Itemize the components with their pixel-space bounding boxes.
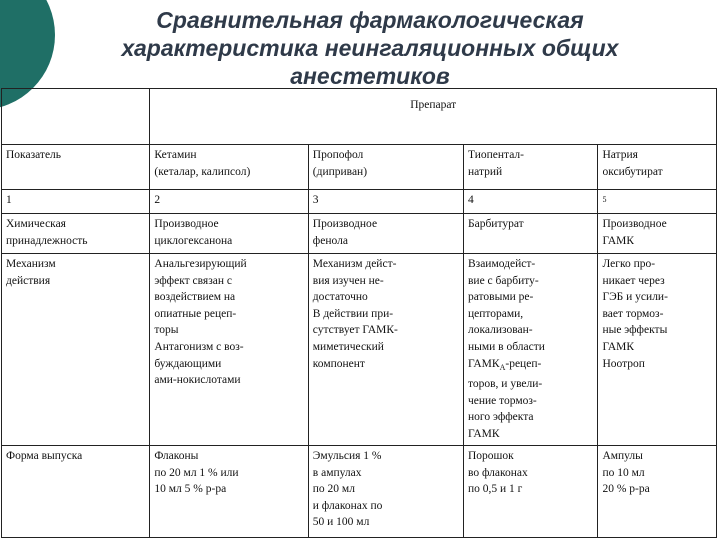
gaba-text: ГАМК bbox=[467, 357, 500, 370]
cell-line: воздействием на bbox=[154, 291, 236, 304]
column-header-row bbox=[2, 145, 717, 190]
cell-line: вие с барбиту- bbox=[467, 274, 539, 287]
cell-line-gaba-receptor bbox=[468, 356, 593, 377]
cell-line: вает тормоз- bbox=[602, 307, 664, 320]
cell-line: торы bbox=[154, 324, 179, 337]
cell-line: ами-нокислотами bbox=[154, 374, 241, 387]
cell-line: никает через bbox=[602, 274, 665, 287]
cell-line: 50 и 100 мл bbox=[312, 516, 370, 529]
row-label-chemistry bbox=[2, 214, 150, 254]
cell-chemistry-thiopental bbox=[463, 214, 597, 254]
cell-line: Производное bbox=[154, 218, 219, 230]
group-header-label: Препарат bbox=[410, 99, 457, 111]
cell-line: Производное bbox=[602, 218, 667, 230]
header-ketamine bbox=[150, 145, 308, 190]
cell-line: чение тормоз- bbox=[467, 394, 537, 407]
number-label: 3 bbox=[312, 194, 319, 206]
title-line-3: анестетиков bbox=[290, 63, 450, 89]
empty-corner-cell bbox=[2, 89, 150, 145]
cell-mechanism-ketamine bbox=[150, 254, 308, 446]
table-row-chemistry bbox=[2, 214, 717, 254]
cell-line: 20 % р-ра bbox=[602, 483, 650, 496]
cell-line: ратовыми ре- bbox=[467, 291, 534, 304]
number-cell bbox=[150, 190, 308, 214]
cell-line: сутствует ГАМК- bbox=[312, 324, 398, 337]
cell-mechanism-thiopental bbox=[463, 254, 597, 446]
cell-line: Форма выпуска bbox=[6, 450, 83, 462]
number-cell bbox=[2, 190, 150, 214]
cell-line: 10 мл 5 % р-ра bbox=[154, 483, 227, 496]
cell-line: цепторами, bbox=[467, 307, 524, 320]
number-label: 5 bbox=[602, 195, 607, 204]
cell-line: Барбитурат bbox=[467, 218, 524, 230]
cell-line: Анальгезирующий bbox=[154, 258, 247, 270]
cell-line: Химическая bbox=[6, 218, 66, 230]
number-label: 1 bbox=[6, 194, 12, 206]
cell-line: вия изучен не- bbox=[312, 274, 384, 287]
title-line-1: Сравнительная фармакологическая bbox=[156, 7, 584, 33]
number-cell bbox=[463, 190, 597, 214]
header-propofol-line: Пропофол bbox=[312, 149, 364, 161]
header-thiopental bbox=[463, 145, 597, 190]
gaba-tail-text: -рецеп- bbox=[505, 357, 542, 370]
cell-line: ГАМК bbox=[467, 427, 500, 440]
header-indicator bbox=[2, 145, 150, 190]
page-title bbox=[60, 6, 680, 90]
comparison-table bbox=[1, 88, 717, 538]
row-label-mechanism bbox=[2, 254, 150, 446]
number-label: 4 bbox=[467, 194, 474, 206]
cell-line: Эмульсия 1 % bbox=[312, 450, 382, 462]
cell-chemistry-oxybutyrate bbox=[598, 214, 717, 254]
cell-line: по 20 мл 1 % или bbox=[154, 466, 239, 479]
title-line-2: характеристика неингаляционных общих bbox=[121, 35, 619, 61]
header-oxybutyrate-line: оксибутират bbox=[602, 165, 663, 178]
number-label: 2 bbox=[154, 194, 161, 206]
cell-line: во флаконах bbox=[467, 466, 528, 479]
header-ketamine-line: Кетамин bbox=[154, 149, 197, 161]
cell-line: и флаконах по bbox=[312, 499, 383, 512]
cell-line: Порошок bbox=[467, 450, 514, 462]
cell-line: в ампулах bbox=[312, 466, 362, 479]
cell-line: ГАМК bbox=[602, 340, 635, 353]
cell-form-propofol bbox=[308, 446, 463, 538]
cell-line: ГАМК bbox=[602, 234, 635, 247]
group-header-cell bbox=[150, 89, 717, 145]
cell-line: миметический bbox=[312, 340, 384, 353]
cell-line: буждающими bbox=[154, 357, 222, 370]
cell-line: опиатные рецеп- bbox=[154, 307, 237, 320]
cell-line: Флаконы bbox=[154, 450, 199, 462]
cell-line: принадлежность bbox=[6, 234, 88, 247]
cell-line: действия bbox=[6, 274, 51, 287]
number-cell bbox=[598, 190, 717, 214]
cell-form-ketamine bbox=[150, 446, 308, 538]
cell-line: ного эффекта bbox=[467, 411, 534, 424]
cell-line: Ноотроп bbox=[602, 357, 645, 370]
cell-line: Производное bbox=[312, 218, 378, 230]
header-oxybutyrate bbox=[598, 145, 717, 190]
cell-line: эффект связан с bbox=[154, 274, 232, 287]
cell-form-oxybutyrate bbox=[598, 446, 717, 538]
row-label-form bbox=[2, 446, 150, 538]
cell-line: по 20 мл bbox=[312, 483, 355, 496]
cell-line: Механизм дейст- bbox=[312, 258, 397, 270]
cell-mechanism-oxybutyrate bbox=[598, 254, 717, 446]
cell-line: циклогексанона bbox=[154, 234, 233, 247]
cell-line: фенола bbox=[312, 234, 348, 247]
cell-line: Ампулы bbox=[602, 450, 643, 462]
cell-line: ные эффекты bbox=[602, 324, 668, 337]
cell-mechanism-propofol bbox=[308, 254, 463, 446]
header-indicator-label: Показатель bbox=[6, 149, 62, 161]
cell-line: Механизм bbox=[6, 258, 56, 270]
table-row-form bbox=[2, 446, 717, 538]
cell-line: торов, и увели- bbox=[467, 378, 543, 391]
number-cell bbox=[308, 190, 463, 214]
cell-line: компонент bbox=[312, 357, 365, 370]
header-propofol-line: (диприван) bbox=[312, 165, 368, 178]
gaba-subscript: А bbox=[499, 362, 506, 372]
table-group-header-row bbox=[2, 89, 717, 145]
table-row-mechanism bbox=[2, 254, 717, 446]
header-thiopental-line: натрий bbox=[467, 165, 503, 178]
cell-line: Антагонизм с воз- bbox=[154, 340, 244, 353]
cell-line: ными в области bbox=[467, 340, 545, 353]
cell-form-thiopental bbox=[463, 446, 597, 538]
header-propofol bbox=[308, 145, 463, 190]
cell-line: В действии при- bbox=[312, 307, 394, 320]
cell-line: ГЭБ и усили- bbox=[602, 291, 668, 304]
header-ketamine-line: (кеталар, калипсол) bbox=[154, 165, 251, 178]
cell-chemistry-propofol bbox=[308, 214, 463, 254]
cell-line: локализован- bbox=[467, 324, 533, 337]
header-thiopental-line: Тиопентал- bbox=[467, 149, 524, 161]
cell-line: по 10 мл bbox=[602, 466, 645, 479]
cell-line: достаточно bbox=[312, 291, 368, 304]
header-oxybutyrate-line: Натрия bbox=[602, 149, 638, 161]
cell-line: Легко про- bbox=[602, 258, 656, 270]
column-number-row bbox=[2, 190, 717, 214]
cell-chemistry-ketamine bbox=[150, 214, 308, 254]
cell-line: Взаимодейст- bbox=[467, 258, 536, 270]
cell-line: по 0,5 и 1 г bbox=[467, 483, 523, 496]
